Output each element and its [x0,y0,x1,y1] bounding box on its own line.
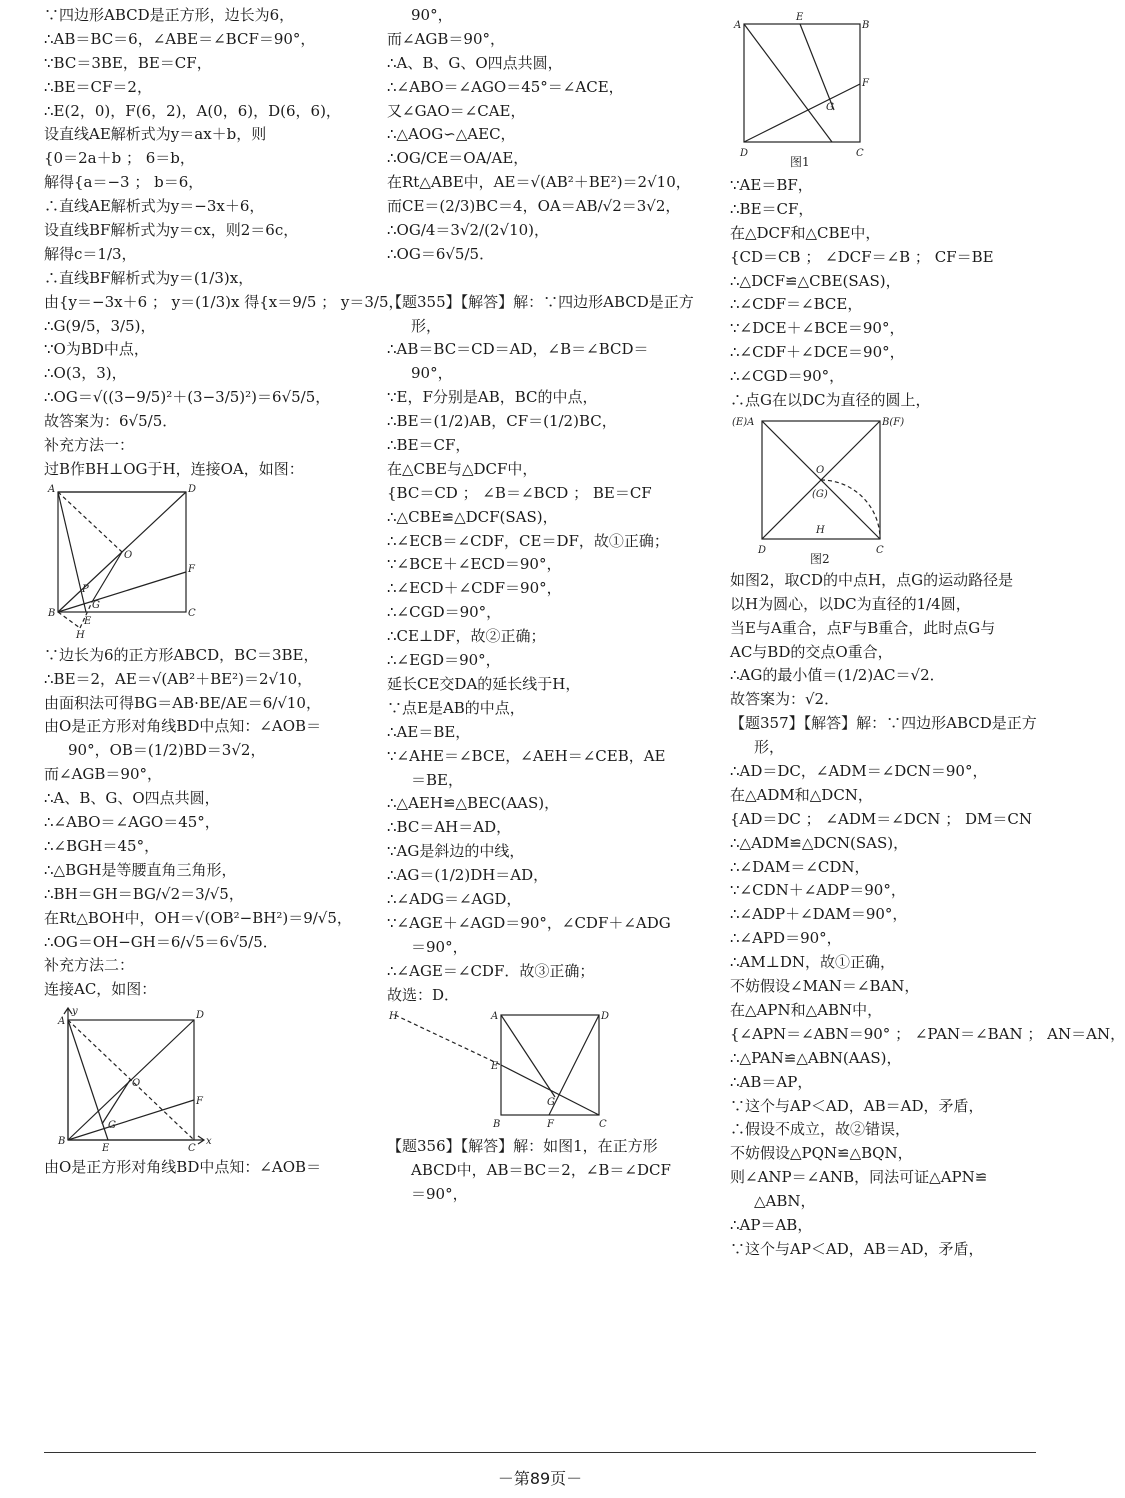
solution-text-block [387,1135,707,1207]
text-line: 则∠ANP＝∠ANB，同法可证△APN≌ [730,1168,988,1187]
label-f: F [547,1119,554,1131]
text-line: ∴点G在以DC为直径的圆上， [730,391,931,410]
label-c: C [876,544,884,556]
text-line: 设直线AE解析式为y＝ax＋b，则 [44,125,267,144]
text-line: ∴∠CDF＋∠DCE＝90°， [730,343,905,362]
label-f: F [188,563,195,575]
text-line: ∴∠CDF＝∠BCE， [730,295,863,314]
text-line: 由O是正方形对角线BD中点知：∠AOB＝ [44,717,322,736]
text-line: ∴△CBE≌△DCF(SAS)， [387,507,558,526]
text-line: ∴A、B、G、O四点共圆， [44,789,220,808]
label-e: E [796,12,804,23]
label-d: D [188,483,197,495]
text-line: ∴BE＝2，AE＝√(AB²＋BE²)＝2√10， [44,669,313,688]
text-line: 在△APN和△ABN中， [730,1000,883,1019]
text-line: 设直线BF解析式为y＝cx，则2＝6c， [44,221,299,240]
text-line: {∠APN＝∠ABN＝90° ； ∠PAN＝∠BAN ； AN＝AN， [730,1024,1125,1043]
label-c: C [856,148,864,159]
text-line: ∴OG＝OH−GH＝6/√5＝6√5/5． [44,932,278,951]
text-line: ∵∠BCE＋∠ECD＝90°， [387,555,562,574]
solution-text-block [44,1156,362,1180]
label-g: (G) [812,488,828,500]
label-d: D [601,1011,610,1023]
label-c: C [599,1119,607,1131]
text-line: 90°， [411,364,453,383]
label-o: O [124,549,133,561]
label-b: B [58,1136,66,1148]
label-a: A [734,20,742,31]
text-line: 而CE＝(2/3)BC＝4，OA＝AB/√2＝3√2， [387,197,681,216]
text-line: ∴∠BGH＝45°， [44,836,160,855]
text-line: ∴AB＝BC＝6，∠ABE＝∠BCF＝90°， [44,29,316,48]
text-line: 故答案为：6√5/5． [44,412,178,431]
text-line: 由O是正方形对角线BD中点知：∠AOB＝ [44,1158,322,1177]
column-middle [387,4,707,1207]
text-line: 又∠GAO＝∠CAE， [387,101,526,120]
text-line [387,267,707,291]
label-a: A [48,483,56,495]
label-b: B [493,1119,501,1131]
text-line: ∵这个与AP＜AD，AB＝AD，矛盾， [730,1239,984,1258]
text-line: ∴∠CGD＝90°， [730,367,845,386]
text-line: ∴直线BF解析式为y＝(1/3)x， [44,268,254,287]
text-line: 以H为圆心，以DC为直径的1/4圆， [730,594,971,613]
text-line: ∴AB＝AP， [730,1072,813,1091]
text-line: ∴AE＝BE， [387,722,471,741]
text-line: ∴OG/CE＝OA/AE， [387,149,529,168]
label-b: B [48,607,56,619]
text-line: ∵O为BD中点， [44,340,149,359]
text-line: ∵E，F分别是AB，BC的中点， [387,388,598,407]
text-line: 由{y＝−3x＋6 ； y＝(1/3)x 得{x＝9/5 ； y＝3/5， [44,292,404,311]
page-number: －第89页－ [497,1469,583,1488]
label-c: C [188,1143,196,1155]
text-line: ∴BC＝AH＝AD， [387,818,512,837]
label-f: F [196,1096,203,1108]
label-f: F [862,78,869,89]
text-line: ∴A、B、G、O四点共圆， [387,53,563,72]
text-line: {AD＝DC ； ∠ADM＝∠DCN ； DM＝CN [730,809,1032,828]
label-g: G [108,1120,116,1132]
solution-text-block [387,4,707,1007]
square-figure-1-problem-356 [730,6,880,170]
label-d: D [758,544,767,556]
text-line: ∵∠CDN＋∠ADP＝90°， [730,881,906,900]
text-line: 故选：D． [387,985,460,1004]
text-line: ∴AG＝(1/2)DH＝AD， [387,866,549,885]
solution-text-block [44,644,362,1002]
text-line: ∵∠DCE＋∠BCE＝90°， [730,319,905,338]
text-line: AC与BD的交点O重合， [730,642,893,661]
label-d: D [740,148,749,159]
text-line: ∴AB＝BC＝CD＝AD，∠B＝∠BCD＝ [387,340,649,359]
coordinate-square-figure [44,1004,214,1155]
text-line: ∴AM⊥DN，故①正确， [730,953,895,972]
text-line: ∴△AOG∽△AEC， [387,125,516,144]
solution-text-block [44,4,404,482]
text-line: ∴∠ABO＝∠AGO＝45°， [44,813,220,832]
text-line: ∴△BGH是等腰直角三角形， [44,860,237,879]
text-line: 不妨假设∠MAN＝∠BAN， [730,977,920,996]
text-line: ∴∠ADP＋∠DAM＝90°， [730,905,908,924]
text-line: ∵AG是斜边的中线， [387,842,525,861]
text-line: ∴BE＝CF＝2， [44,77,152,96]
text-line: ∴AG的最小值＝(1/2)AC＝√2． [730,666,945,685]
label-o: O [816,464,825,476]
text-line: ∴E(2，0)，F(6，2)，A(0，6)，D(6，6)， [44,101,341,120]
text-line: 在Rt△ABE中，AE＝√(AB²＋BE²)＝2√10， [387,173,691,192]
text-line: ∴OG/4＝3√2/(2√10)， [387,221,550,240]
label-p: P [82,583,89,595]
text-line: 在△DCF和△CBE中， [730,223,881,242]
text-line: ∴BE＝CF， [387,436,471,455]
text-line: 连接AC，如图： [44,980,157,999]
label-h: H [76,629,85,641]
text-line: ∴BE＝CF， [730,199,814,218]
text-line: 补充方法二： [44,956,135,975]
text-line: 【题357】【解答】解：∵四边形ABCD是正方 [730,714,1037,733]
label-a: A [491,1011,499,1023]
text-line: ∵四边形ABCD是正方形，边长为6， [44,6,295,24]
text-line: 90°， [411,6,453,24]
label-g: G [826,102,834,113]
text-line: ∴BH＝GH＝BG/√2＝3/√5， [44,884,244,903]
text-line: {BC＝CD ； ∠B＝∠BCD ； BE＝CF [387,483,652,502]
text-line: ∴假设不成立，故②错误， [730,1120,911,1139]
square-figure-method-one [44,484,204,640]
text-line: ∵点E是AB的中点， [387,698,525,717]
text-line: ∴BE＝(1/2)AB，CF＝(1/2)BC， [387,412,617,431]
text-line: ∵∠AHE＝∠BCE，∠AEH＝∠CEB，AE [387,746,666,765]
text-line: ∴△ADM≌△DCN(SAS)， [730,833,909,852]
text-line: ∴∠ECB＝∠CDF，CE＝DF，故①正确； [387,531,669,550]
text-line: 【题355】【解答】解：∵四边形ABCD是正方 [387,292,694,311]
text-line: 而∠AGB＝90°， [44,765,162,784]
label-a: (E)A [732,416,755,428]
text-line: △ABN， [754,1192,816,1211]
label-e: E [102,1143,110,1155]
solution-text-block [730,174,1042,413]
column-left [44,4,404,1180]
text-line: ∴直线AE解析式为y＝−3x＋6， [44,197,265,216]
square-figure-2-problem-356 [730,415,920,565]
label-x: x [206,1136,212,1148]
text-line: ∴∠EGD＝90°， [387,651,501,670]
text-line: ∴∠ABO＝∠AGO＝45°＝∠ACE， [387,77,624,96]
text-line: ∴AD＝DC，∠ADM＝∠DCN＝90°， [730,762,988,781]
figure-caption: 图1 [790,155,810,169]
text-line: ∴O(3，3)， [44,364,127,383]
text-line: ∵BC＝3BE，BE＝CF， [44,53,212,72]
footer-divider [44,1452,1036,1453]
text-line: ∴G(9/5，3/5)， [44,316,156,335]
text-line: ∴OG＝6√5/5． [387,244,495,263]
text-line: ∴△DCF≌△CBE(SAS)， [730,271,901,290]
text-line: ∵边长为6的正方形ABCD，BC＝3BE， [44,645,319,664]
text-line: ＝90°， [411,1185,468,1204]
text-line: ＝90°， [411,937,468,956]
square-figure-problem-355 [387,1009,627,1131]
text-line: 由面积法可得BG＝AB·BE/AE＝6/√10， [44,693,321,712]
text-line: 【题356】【解答】解：如图1，在正方形 [387,1137,658,1156]
label-d: D [196,1010,205,1022]
text-line: 在△CBE与△DCF中， [387,459,538,478]
solution-text-block [730,569,1125,1262]
text-line: ∴∠APD＝90°， [730,929,842,948]
label-o: O [132,1078,141,1090]
text-line: 而∠AGB＝90°， [387,29,505,48]
label-y: y [72,1006,78,1018]
text-line: ∴CE⊥DF，故②正确； [387,627,546,646]
text-line: 延长CE交DA的延长线于H， [387,674,581,693]
text-line: 在△ADM和△DCN， [730,785,873,804]
text-line: 当E与A重合，点F与B重合，此时点G与 [730,618,996,637]
label-e: E [84,615,92,627]
label-a: A [58,1016,66,1028]
text-line: 不妨假设△PQN≌△BQN， [730,1144,913,1163]
text-line: 在Rt△BOH中，OH＝√(OB²−BH²)＝9/√5， [44,908,352,927]
label-b: B [862,20,870,31]
label-h: H [389,1011,398,1023]
text-line: 形， [754,738,785,757]
text-line: 如图2，取CD的中点H，点G的运动路径是 [730,570,1014,589]
text-line: {CD＝CB ； ∠DCF＝∠B ； CF＝BE [730,247,994,266]
text-line: ∴AP＝AB， [730,1215,813,1234]
text-line: 形， [411,316,442,335]
text-line: 解得{a＝−3 ； b＝6， [44,173,204,192]
text-line: ＝BE， [411,770,463,789]
text-line: ∴∠ECD＋∠CDF＝90°， [387,579,562,598]
text-line: ∵这个与AP＜AD，AB＝AD，矛盾， [730,1096,984,1115]
text-line: 解得c＝1/3， [44,244,137,263]
label-b: B(F) [882,416,905,428]
label-g: G [547,1097,555,1109]
figure-caption: 图2 [810,551,830,566]
label-h: H [816,524,825,536]
text-line: 90°，OB＝(1/2)BD＝3√2， [68,741,266,760]
text-line: ∴∠DAM＝∠CDN， [730,857,870,876]
column-right [730,4,1125,1262]
text-line: 故答案为：√2． [730,690,840,709]
text-line: ∴△AEH≌△BEC(AAS)， [387,794,560,813]
text-line: ∴∠CGD＝90°， [387,603,502,622]
text-line: ∵AE＝BF， [730,176,813,194]
text-line: ∵∠AGE＋∠AGD＝90°，∠CDF＋∠ADG [387,913,671,932]
text-line: ∴∠ADG＝∠AGD， [387,889,522,908]
text-line: ∴OG＝√((3−9/5)²＋(3−3/5)²)＝6√5/5， [44,388,331,407]
label-c: C [188,607,196,619]
text-line: 补充方法一： [44,436,135,455]
label-e: E [491,1061,499,1073]
text-line: ∴∠AGE＝∠CDF．故③正确； [387,961,595,980]
text-line: 过B作BH⊥OG于H，连接OA，如图： [44,459,304,478]
text-line: ABCD中，AB＝BC＝2，∠B＝∠DCF [411,1161,671,1180]
label-g: G [92,599,100,611]
text-line: ∴△PAN≌△ABN(AAS)， [730,1048,902,1067]
text-line: {0＝2a＋b ； 6＝b， [44,149,195,168]
